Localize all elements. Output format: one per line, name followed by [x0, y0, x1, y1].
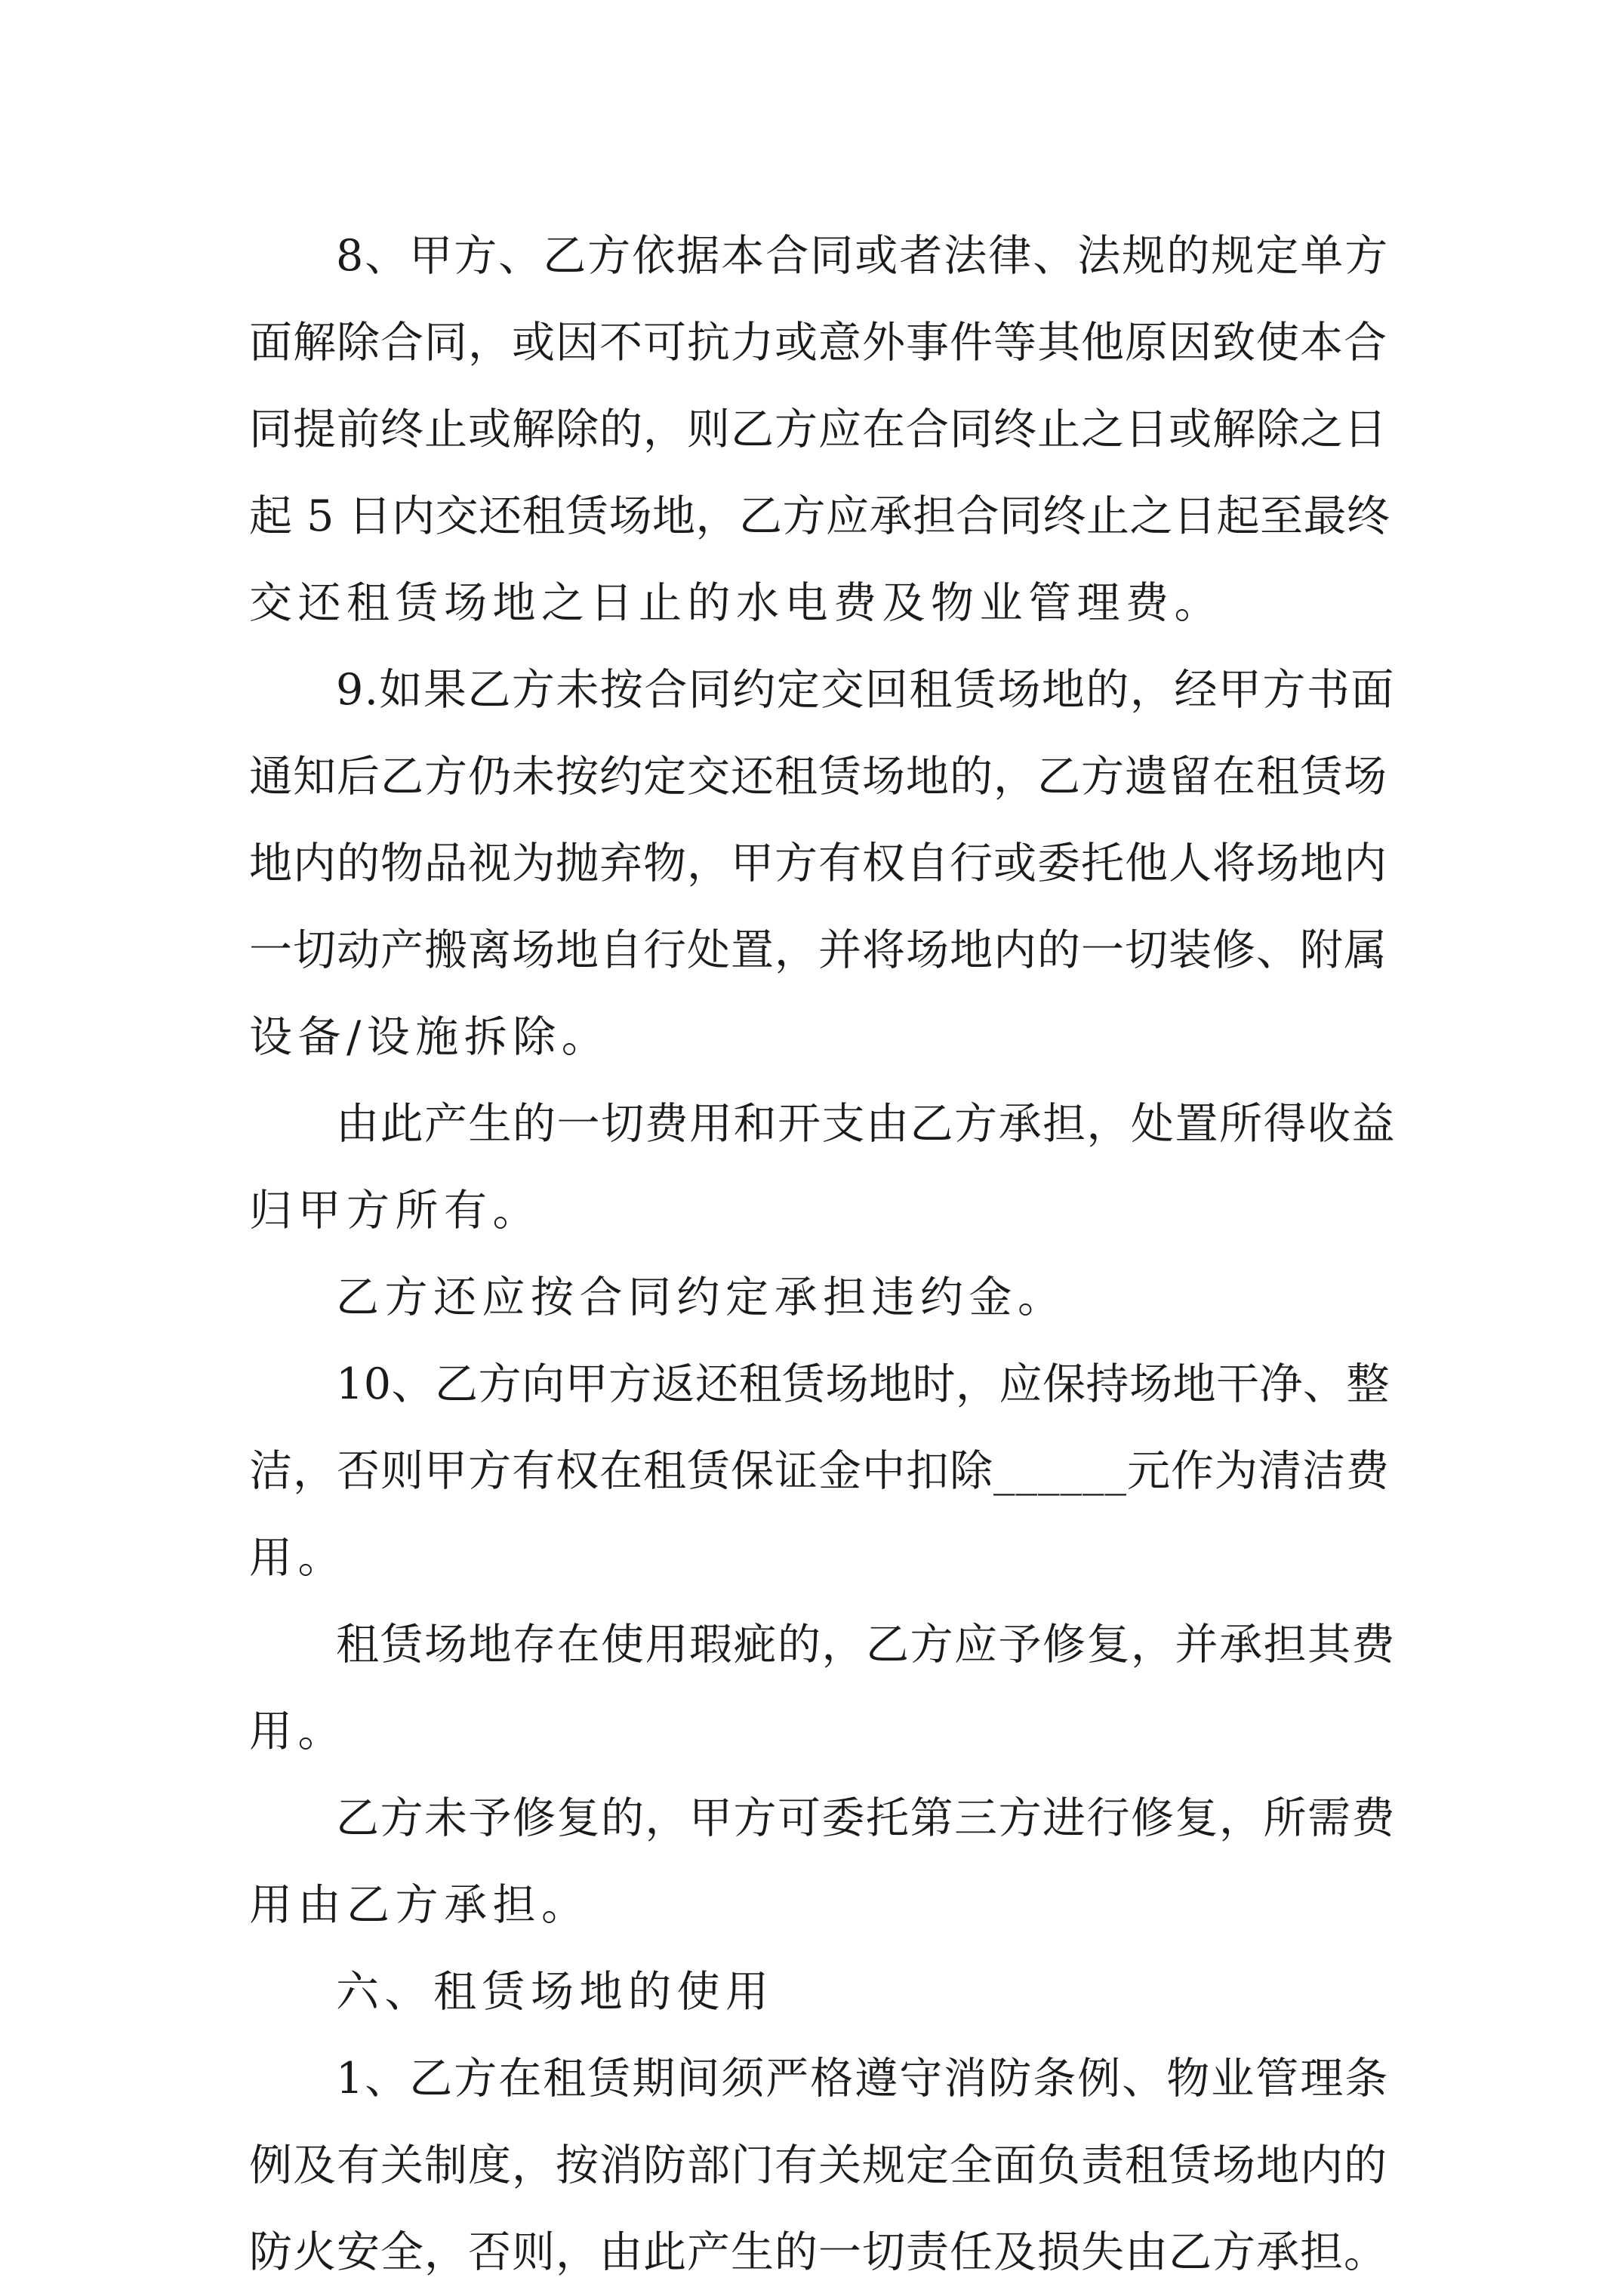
text-line: 用。	[249, 1533, 346, 1583]
text-line: 同提前终止或解除的，则乙方应在合同终止之日或解除之日	[249, 405, 1387, 454]
text-line: 六、租赁场地的使用	[336, 1967, 775, 2017]
text-line: 由此产生的一切费用和开支由乙方承担，处置所得收益	[336, 1099, 1396, 1149]
text-line: 1、乙方在租赁期间须严格遵守消防条例、物业管理条	[336, 2054, 1390, 2104]
text-line: 面解除合同，或因不可抗力或意外事件等其他原因致使本合	[249, 318, 1387, 368]
text-line: 乙方还应按合同约定承担违约金。	[336, 1273, 1067, 1322]
text-line: 通知后乙方仍未按约定交还租赁场地的，乙方遗留在租赁场	[249, 752, 1387, 802]
text-line: 起 5 日内交还租赁场地，乙方应承担合同终止之日起至最终	[249, 491, 1390, 541]
text-line: 归甲方所有。	[249, 1186, 541, 1236]
text-line: 租赁场地存在使用瑕疵的，乙方应予修复，并承担其费	[336, 1620, 1396, 1670]
text-line: 用。	[249, 1707, 346, 1756]
text-line: 防火安全，否则，由此产生的一切责任及损失由乙方承担。	[249, 2227, 1387, 2277]
text-line: 8、甲方、乙方依据本合同或者法律、法规的规定单方	[336, 231, 1390, 281]
text-line: 洁，否则甲方有权在租赁保证金中扣除______元作为清洁费	[249, 1446, 1390, 1496]
text-line: 10、乙方向甲方返还租赁场地时，应保持场地干净、整	[336, 1359, 1390, 1409]
text-line: 地内的物品视为抛弃物，甲方有权自行或委托他人将场地内	[249, 839, 1387, 888]
text-line: 用由乙方承担。	[249, 1880, 590, 1930]
text-line: 例及有关制度，按消防部门有关规定全面负责租赁场地内的	[249, 2141, 1387, 2190]
document-body	[249, 213, 1397, 2296]
text-line: 9.如果乙方未按合同约定交回租赁场地的，经甲方书面	[336, 665, 1395, 715]
text-line: 一切动产搬离场地自行处置，并将场地内的一切装修、附属	[249, 925, 1387, 975]
text-line: 交还租赁场地之日止的水电费及物业管理费。	[249, 578, 1223, 628]
text-line: 设备/设施拆除。	[249, 1012, 611, 1062]
text-line: 乙方未予修复的，甲方可委托第三方进行修复，所需费	[336, 1793, 1396, 1843]
